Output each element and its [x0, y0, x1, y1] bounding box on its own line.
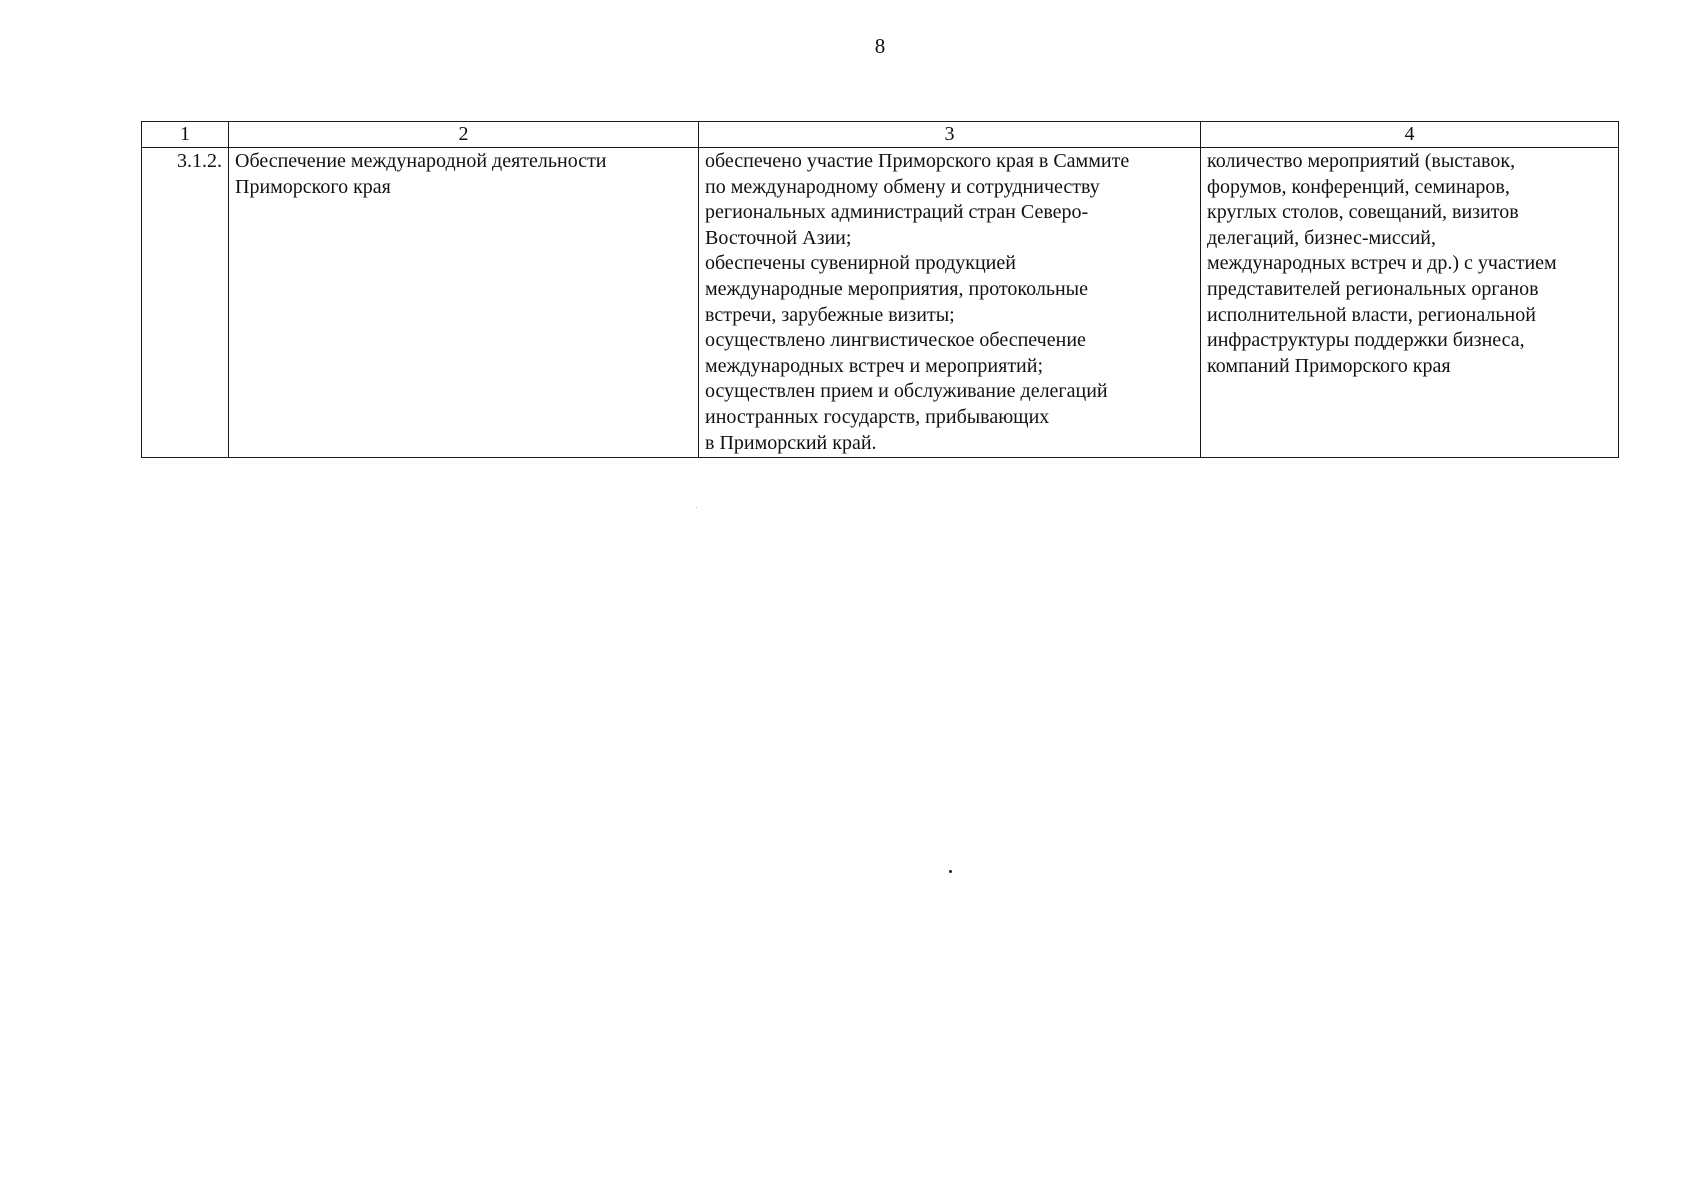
results-cell: [699, 148, 1201, 458]
results-line: Восточной Азии;: [705, 226, 852, 249]
row-number-cell: 3.1.2.: [142, 148, 229, 458]
column-header-1: 1: [142, 122, 229, 148]
results-line: обеспечены сувенирной продукцией: [705, 252, 1016, 275]
scan-speck: [949, 870, 952, 873]
indicator-line: количество мероприятий (выставок,: [1207, 150, 1516, 172]
table-row: [142, 148, 1619, 458]
column-header-3: 3: [699, 122, 1201, 148]
results-line: встречи, зарубежные визиты;: [705, 303, 955, 326]
results-line: осуществлено лингвистическое обеспечение: [705, 329, 1086, 352]
results-line: иностранных государств, прибывающих: [705, 405, 1050, 428]
indicator-line: форумов, конференций, семинаров,: [1207, 175, 1510, 198]
indicator-line: инфраструктуры поддержки бизнеса,: [1207, 329, 1525, 352]
column-header-2: 2: [229, 122, 699, 148]
results-line: международные мероприятия, протокольные: [705, 277, 1088, 300]
scan-speck: [696, 507, 697, 508]
results-line: региональных администраций стран Северо-: [705, 201, 1089, 224]
results-line: обеспечено участие Приморского края в Саммите: [705, 150, 1130, 172]
page-number: 8: [874, 34, 886, 58]
indicator-line: делегаций, бизнес-миссий,: [1207, 226, 1437, 249]
column-header-4: 4: [1201, 122, 1619, 148]
indicator-line: компаний Приморского края: [1207, 354, 1451, 377]
program-table: [141, 121, 1619, 458]
results-line: осуществлен прием и обслуживание делегаций: [705, 380, 1108, 403]
indicator-line: исполнительной власти, региональной: [1207, 303, 1536, 326]
results-line: по международному обмену и сотрудничеству: [705, 175, 1100, 198]
results-line: международных встреч и мероприятий;: [705, 354, 1044, 377]
indicator-line: международных встреч и др.) с участием: [1207, 252, 1557, 275]
indicator-line: представителей региональных органов: [1207, 277, 1539, 300]
results-line: в Приморский край.: [705, 431, 877, 454]
table-header-row: [142, 122, 1619, 148]
activity-name-cell: Обеспечение международной деятельности Приморского края: [229, 148, 699, 458]
indicator-cell: [1201, 148, 1619, 458]
indicator-line: круглых столов, совещаний, визитов: [1207, 201, 1519, 224]
